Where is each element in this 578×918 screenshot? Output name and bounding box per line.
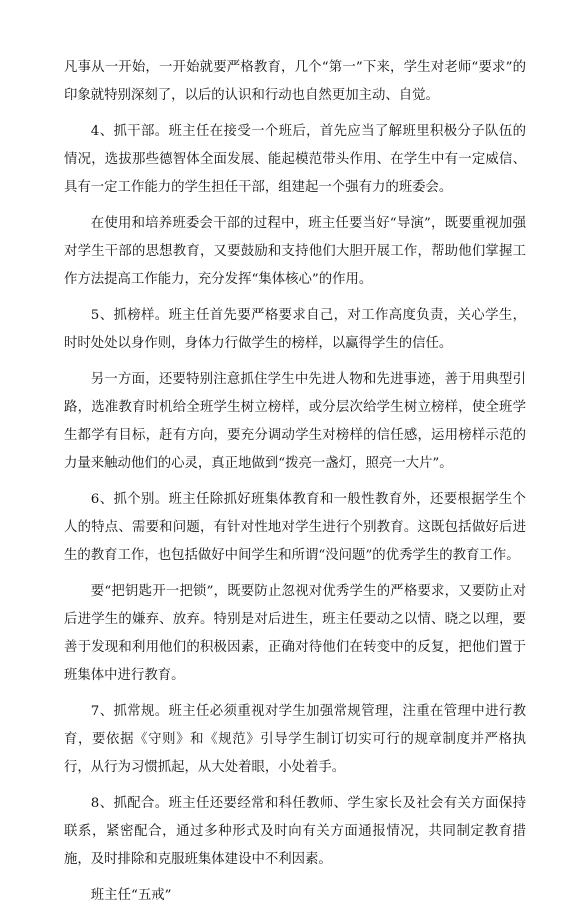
paragraph-cadre-training: 在使用和培养班委会干部的过程中，班主任要当好“导演”，既要重视加强对学生干部的思想教育，又要鼓励和支持他们大胆开展工作，帮助他们掌握工作方法提高工作能力，充分发挥“集体核心”的作用。 [64, 216, 526, 287]
paragraph-point-5-role-models: 5、抓榜样。班主任首先要严格要求自己，对工作高度负责，关心学生，时时处处以身作则，身体力行做学生的榜样，以赢得学生的信任。 [64, 308, 526, 351]
paragraph-point-7-routine: 7、抓常规。班主任必须重视对学生加强常规管理，注重在管理中进行教育，要依据《守则》和《规范》引导学生制订切实可行的规章制度并严格执行，从行为习惯抓起，从大处着眼，小处着手。 [64, 704, 526, 775]
paragraph-individual-guidance: 要“把钥匙开一把锁”，既要防止忽视对优秀学生的严格要求，又要防止对后进学生的嫌弃、放弃。特别是对后进生，班主任要动之以情、晓之以理，要善于发现和利用他们的积极因素，正确对待他们在转变中的反复，把他们置于班集体中进行教育。 [64, 584, 526, 683]
document-page [64, 54, 526, 918]
paragraph-point-4-cadres: 4、抓干部。班主任在接受一个班后，首先应当了解班里积极分子队伍的情况，选拔那些德智体全面发展、能起模范带头作用、在学生中有一定威信、具有一定工作能力的学生担任干部，组建起一个强有力的班委会。 [64, 124, 526, 195]
paragraph-intro-continuation: 凡事从一开始，一开始就要严格教育，几个“第一”下来，学生对老师“要求”的印象就特别深刻了，以后的认识和行动也自然更加主动、自觉。 [64, 60, 526, 103]
paragraph-point-8-cooperation: 8、抓配合。班主任还要经常和科任教师、学生家长及社会有关方面保持联系，紧密配合，通过多种形式及时向有关方面通报情况，共同制定教育措施，及时排除和克服班集体建设中不利因素。 [64, 796, 526, 867]
section-heading-five-prohibitions: 班主任“五戒” [90, 888, 172, 903]
paragraph-point-6-individual: 6、抓个别。班主任除抓好班集体教育和一般性教育外，还要根据学生个人的特点、需要和问题，有针对性地对学生进行个别教育。这既包括做好后进生的教育工作，也包括做好中间学生和所谓“没问题”的优秀学生的教育工作。 [64, 492, 526, 563]
paragraph-role-model-examples: 另一方面，还要特别注意抓住学生中先进人物和先进事迹，善于用典型引路，选准教育时机给全班学生树立榜样，或分层次给学生树立榜样，使全班学生都学有目标，赶有方向，要充分调动学生对榜样的信任感，运用榜样示范的力量来触动他们的心灵，真正地做到“拨亮一盏灯，照亮一大片”。 [64, 372, 526, 471]
